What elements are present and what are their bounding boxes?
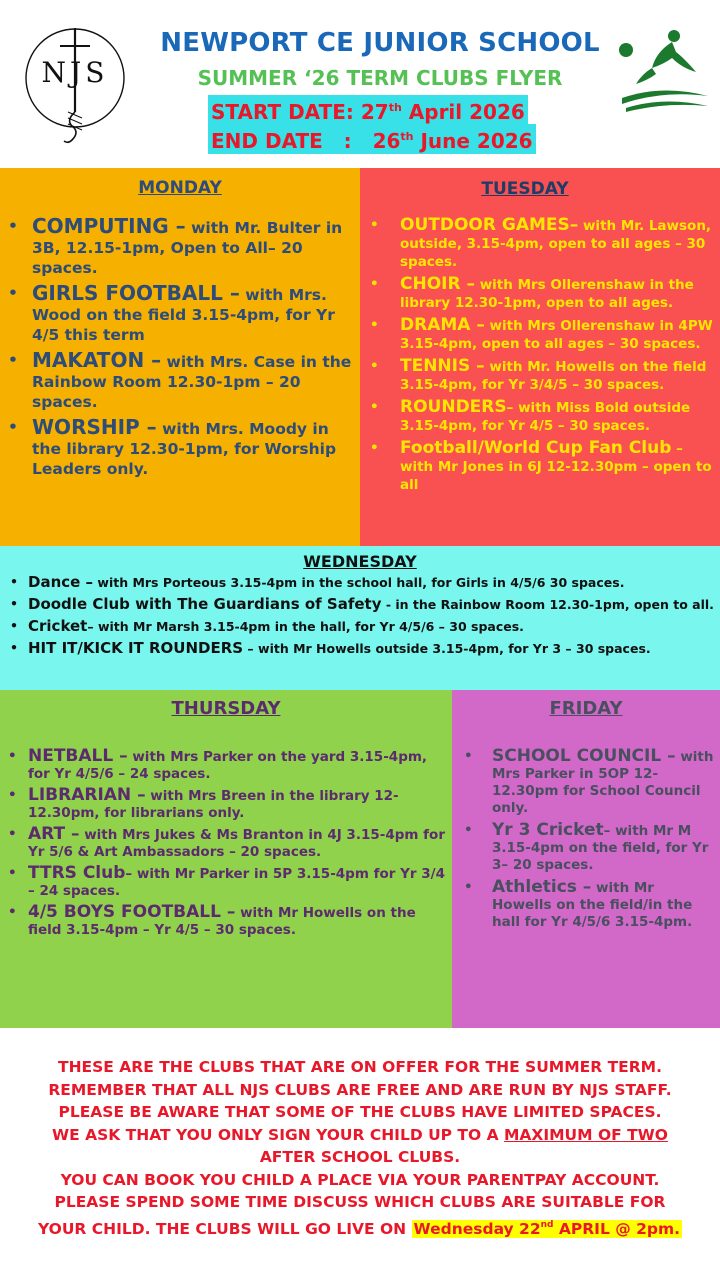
club-item xyxy=(0,350,356,412)
club-item xyxy=(360,398,714,435)
notice-line: AFTER SCHOOL CLUBS. xyxy=(259,1148,461,1166)
club-details: – with Miss Bold outside 3.15-4pm, for Yr 4/5 – 30 spaces. xyxy=(400,400,691,434)
club-item xyxy=(360,439,714,494)
notice-line-start: YOUR CHILD. THE CLUBS WILL GO LIVE ON xyxy=(37,1219,412,1238)
club-item xyxy=(0,904,448,939)
club-item xyxy=(360,275,714,312)
club-item xyxy=(0,826,448,861)
club-details: with Mrs Ollerenshaw in the library 12.30-1pm, open to all ages. xyxy=(400,277,694,311)
club-name: LIBRARIAN – xyxy=(28,785,146,805)
club-item xyxy=(452,748,714,817)
club-name: DRAMA – xyxy=(400,315,485,335)
club-details: with Mrs Parker on the yard 3.15-4pm, for Yr 4/5/6 – 24 spaces. xyxy=(28,749,428,782)
club-details: with Mrs. Moody in the library 12.30-1pm, for Worship Leaders only. xyxy=(32,420,337,478)
club-name: HIT IT/KICK IT ROUNDERS xyxy=(28,639,244,657)
club-name: MAKATON – xyxy=(32,348,162,372)
club-details: with Mr. Lawson, outside, 3.15-4pm, open to all ages – 30 spaces. xyxy=(400,218,712,270)
club-details: with Mr. Bulter in 3B, 12.15-1pm, Open to All– 20 spaces. xyxy=(32,219,343,277)
wednesday-panel xyxy=(0,546,720,690)
end-date-suffix: th xyxy=(400,130,414,143)
club-name: TTRS Club xyxy=(28,863,126,883)
club-item xyxy=(452,879,714,931)
start-date-rest: April 2026 xyxy=(401,100,525,124)
wednesday-title: WEDNESDAY xyxy=(303,552,417,571)
club-name: Doodle Club with The Guardians of Safety xyxy=(28,595,382,613)
club-item xyxy=(0,640,715,657)
club-name: CHOIR – xyxy=(400,274,475,294)
club-name: Athletics – xyxy=(492,877,592,897)
thursday-title: THURSDAY xyxy=(171,698,281,719)
club-details: with Mrs Porteous 3.15-4pm in the school hall, for Girls in 4/5/6 30 spaces. xyxy=(93,575,625,590)
club-item xyxy=(0,787,448,822)
notice-line-start: WE ASK THAT YOU ONLY SIGN YOUR CHILD UP TO A xyxy=(52,1125,504,1144)
club-details: – with Mr Howells outside 3.15-4pm, for Yr 3 – 30 spaces. xyxy=(243,641,651,656)
friday-club-list xyxy=(452,748,714,936)
notice-footer xyxy=(0,1028,720,1280)
club-name: COMPUTING – xyxy=(32,214,186,238)
notice-line: YOU CAN BOOK YOU CHILD A PLACE VIA YOUR PARENTPAY ACCOUNT. xyxy=(60,1170,660,1189)
club-name: OUTDOOR GAMES– xyxy=(400,215,579,235)
start-date-suffix: th xyxy=(388,101,402,114)
club-details: - in the Rainbow Room 12.30-1pm, open to all. xyxy=(381,597,714,612)
end-date-label: END DATE : xyxy=(211,129,373,153)
club-item xyxy=(360,316,714,353)
end-date xyxy=(208,124,536,154)
club-item xyxy=(0,748,448,783)
club-details: with Mrs Breen in the library 12-12.30pm, for librarians only. xyxy=(28,788,399,821)
club-name: WORSHIP – xyxy=(32,415,157,439)
club-name: GIRLS FOOTBALL – xyxy=(32,281,240,305)
club-details: with Mrs Jukes & Ms Branton in 4J 3.15-4pm for Yr 5/6 & Art Ambassadors – 20 spaces. xyxy=(28,827,445,860)
notice-text xyxy=(0,1056,720,1240)
club-name: SCHOOL COUNCIL – xyxy=(492,746,676,766)
go-live-rest: APRIL @ 2pm. xyxy=(553,1219,681,1238)
tuesday-club-list xyxy=(360,216,714,498)
club-item xyxy=(0,596,715,613)
club-details: – with Mr Parker in 5P 3.15-4pm for Yr 3/4 – 24 spaces. xyxy=(28,866,445,899)
monday-title: MONDAY xyxy=(138,178,222,198)
notice-line: PLEASE BE AWARE THAT SOME OF THE CLUBS HAVE LIMITED SPACES. xyxy=(58,1103,662,1121)
flyer-header xyxy=(0,0,720,168)
notice-line: REMEMBER THAT ALL NJS CLUBS ARE FREE AND ARE RUN BY NJS STAFF. xyxy=(48,1080,672,1099)
tuesday-title: TUESDAY xyxy=(481,179,569,199)
start-date-label: START DATE: xyxy=(211,100,361,124)
club-details: with Mr Howells on the field 3.15-4pm – Yr 4/5 – 30 spaces. xyxy=(28,905,416,938)
club-item xyxy=(0,618,715,635)
club-details: with Mrs Ollerenshaw in 4PW 3.15-4pm, open to all ages – 30 spaces. xyxy=(400,318,713,352)
notice-line xyxy=(0,1124,720,1147)
club-name: Yr 3 Cricket xyxy=(492,820,604,840)
end-date-day: 26 xyxy=(372,129,401,153)
club-item xyxy=(0,216,356,278)
club-name: Dance – xyxy=(28,573,94,591)
end-date-rest: June 2026 xyxy=(413,129,533,153)
club-name: NETBALL – xyxy=(28,746,128,766)
thursday-panel xyxy=(0,690,452,1028)
club-item xyxy=(0,283,356,345)
tuesday-panel xyxy=(360,168,720,546)
club-item xyxy=(0,417,356,479)
club-details: – with Mr M 3.15-4pm on the field, for Yr 3– 20 spaces. xyxy=(492,823,709,873)
wednesday-club-list xyxy=(0,574,715,662)
monday-club-list xyxy=(0,216,356,484)
club-name: 4/5 BOYS FOOTBALL – xyxy=(28,902,236,922)
club-name: ART – xyxy=(28,824,80,844)
notice-line: THESE ARE THE CLUBS THAT ARE ON OFFER FOR THE SUMMER TERM. xyxy=(58,1058,662,1076)
club-details: with Mrs Parker in 5OP 12-12.30pm for School Council only. xyxy=(492,749,714,816)
club-item xyxy=(0,865,448,900)
club-item xyxy=(452,822,714,874)
school-name: NEWPORT CE JUNIOR SCHOOL xyxy=(160,28,600,58)
go-live-date xyxy=(412,1220,682,1238)
club-name: TENNIS – xyxy=(400,356,485,376)
logo-letters: NJS xyxy=(41,56,109,89)
club-item xyxy=(360,357,714,394)
club-details: with Mrs. Case in the Rainbow Room 12.30-1pm – 20 spaces. xyxy=(32,353,352,411)
club-item xyxy=(0,574,715,591)
club-item xyxy=(360,216,714,271)
flyer-title: SUMMER ‘26 TERM CLUBS FLYER xyxy=(197,66,563,90)
go-live-suffix: nd xyxy=(540,1219,554,1230)
thursday-club-list xyxy=(0,748,448,943)
friday-title: FRIDAY xyxy=(549,698,623,719)
go-live-day: Wednesday 22 xyxy=(413,1219,541,1238)
max-two-emphasis: MAXIMUM OF TWO xyxy=(503,1125,668,1144)
club-name: Cricket xyxy=(28,617,88,635)
club-name: ROUNDERS xyxy=(400,397,507,417)
friday-panel xyxy=(452,690,720,1028)
club-details: – with Mr Jones in 6J 12-12.30pm – open to all xyxy=(400,441,712,493)
notice-line: PLEASE SPEND SOME TIME DISCUSS WHICH CLUBS ARE SUITABLE FOR xyxy=(54,1193,666,1211)
club-name: Football/World Cup Fan Club xyxy=(400,438,672,458)
start-date-day: 27 xyxy=(360,100,389,124)
monday-panel xyxy=(0,168,360,546)
club-details: with Mr. Howells on the field 3.15-4pm, for Yr 3/4/5 – 30 spaces. xyxy=(400,359,707,393)
club-details: with Mrs. Wood on the field 3.15-4pm, for Yr 4/5 this term xyxy=(32,286,335,344)
start-date xyxy=(208,95,528,125)
club-details: with Mr Howells on the field/in the hall for Yr 4/5/6 3.15-4pm. xyxy=(492,880,693,930)
notice-line xyxy=(0,1214,720,1241)
club-details: – with Mr Marsh 3.15-4pm in the hall, for Yr 4/5/6 – 30 spaces. xyxy=(87,619,524,634)
